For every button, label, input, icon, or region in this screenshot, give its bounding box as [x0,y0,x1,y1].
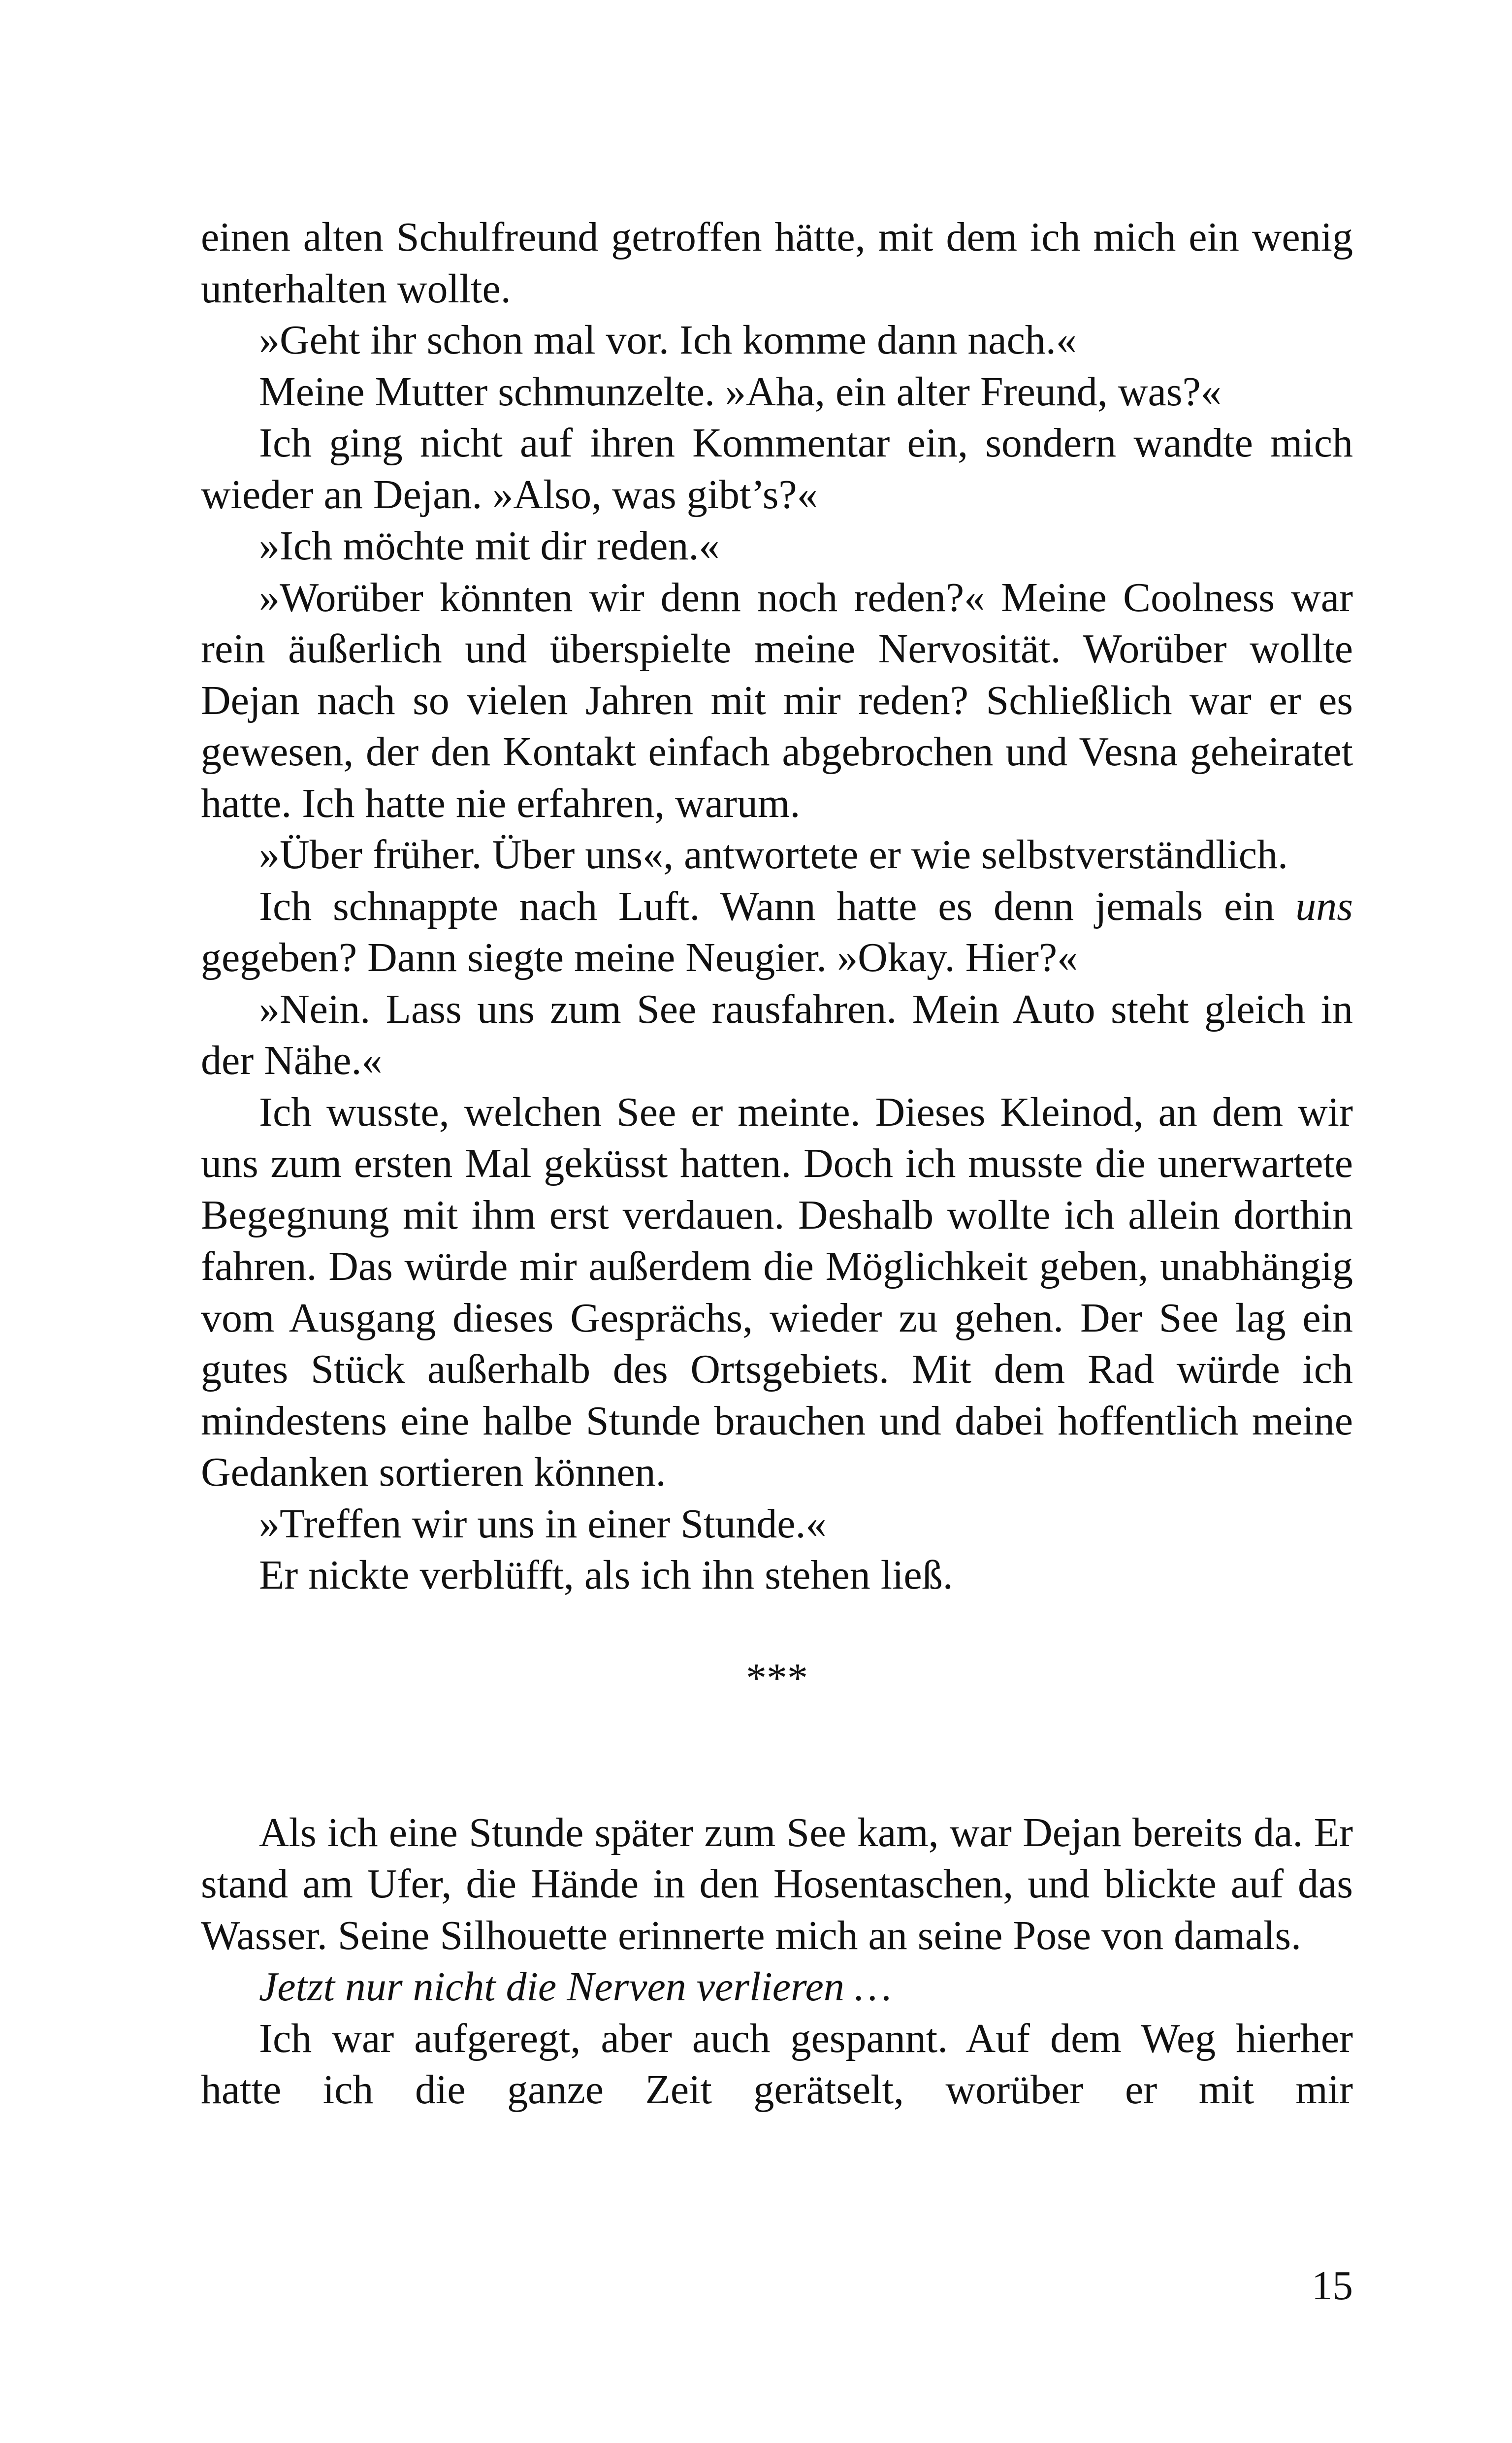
paragraph: Er nickte verblüfft, als ich ihn stehen ließ. [259,1552,953,1598]
paragraph-part: gegeben? Dann siegte meine Neugier. »Okay. Hier?« [201,935,1078,980]
paragraph: »Nein. Lass uns zum See rausfahren. Mein Auto steht gleich in der Nähe.« [201,986,1353,1083]
paragraph-part: Ich schnappte nach Luft. Wann hatte es denn jemals ein [259,883,1296,929]
paragraph: »Ich möchte mit dir reden.« [259,523,720,569]
page-number: 15 [1312,2263,1353,2309]
body-text [201,212,1353,2116]
paragraph: Ich war aufgeregt, aber auch gespannt. Auf dem Weg hierher hatte ich die ganze Zeit gerätselt, worüber er mit mir [201,2015,1353,2113]
paragraph: »Treffen wir uns in einer Stunde.« [259,1500,827,1547]
paragraph: »Worüber könnten wir denn noch reden?« Meine Coolness war rein äußerlich und überspielte meine Nervosität. Worüber wollte Dejan nach so vielen Jahren mit mir reden? Schließlich war er es gewesen, der den Kontakt einfach abgebrochen und Vesna geheiratet hatte. Ich hatte nie erfahren, warum. [201,574,1353,826]
paragraph: »Über früher. Über uns«, antwortete er wie selbstverständlich. [259,832,1288,878]
paragraph: Meine Mutter schmunzelte. »Aha, ein alter Freund, was?« [259,368,1222,415]
emphasis: uns [1295,883,1353,929]
paragraph [201,881,1353,984]
paragraph: Als ich eine Stunde später zum See kam, war Dejan bereits da. Er stand am Ufer, die Hände in den Hosentaschen, und blickte auf das Wasser. Seine Silhouette erinnerte mich an seine Pose von damals. [201,1809,1353,1958]
paragraph: Ich wusste, welchen See er meinte. Dieses Kleinod, an dem wir uns zum ersten Mal geküsst hatten. Doch ich musste die unerwartete Begegnung mit ihm erst verdauen. Deshalb wollte ich allein dorthin fahren. Das würde mir außerdem die Möglichkeit geben, unabhängig vom Ausgang dieses Gesprächs, wieder zu gehen. Der See lag ein gutes Stück außerhalb des Ortsgebiets. Mit dem Rad würde ich mindestens eine halbe Stunde brauchen und dabei hoffentlich meine Gedanken sortieren können. [201,1089,1353,1495]
scene-separator: *** [746,1655,808,1701]
paragraph-italic-thought: Jetzt nur nicht die Nerven verlieren … [259,1964,892,2010]
paragraph: »Geht ihr schon mal vor. Ich komme dann nach.« [259,317,1077,363]
paragraph: einen alten Schulfreund getroffen hätte, mit dem ich mich ein wenig unterhalten wollte. [201,214,1353,312]
paragraph: Ich ging nicht auf ihren Kommentar ein, sondern wandte mich wieder an Dejan. »Also, was gibt’s?« [201,420,1353,518]
